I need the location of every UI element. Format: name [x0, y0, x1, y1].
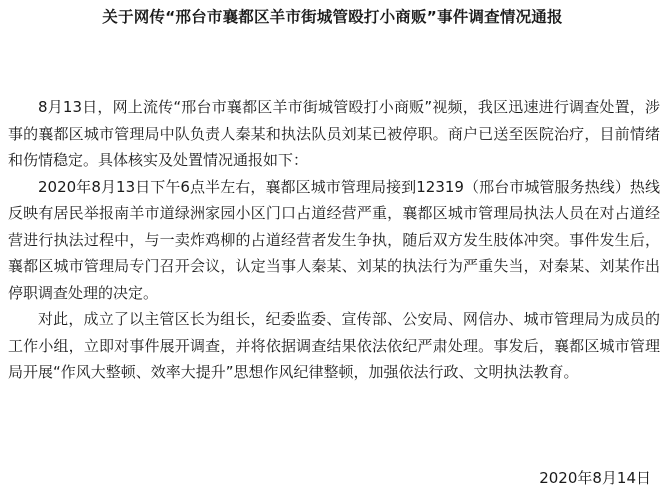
paragraph-incident: 2020年8月13日下午6点半左右，襄都区城市管理局接到12319（邢台市城管服务热线）热线反映有居民举报南羊市道绿洲家园小区门口占道经营严重，襄都区城市管理局执法人员在对占道经营进行执法过程中，与一卖炸鸡柳的占道经营者发生争执，随后双方发生肢体冲突。事件发生后，襄都区城市管理局专门召开会议，认定当事人秦某、刘某的执法行为严重失当，对秦某、刘某作出停职调查处理的决定。: [8, 177, 660, 302]
document-title: 关于网传“邢台市襄都区羊市街城管殴打小商贩”事件调查情况通报: [102, 8, 563, 26]
paragraph-intro: 8月13日，网上流传“邢台市襄都区羊市街城管殴打小商贩”视频，我区迅速进行调查处置，涉事的襄都区城市管理局中队负责人秦某和执法队员刘某已被停职。商户已送至医院治疗，目前情绪和伤情稳定。具体核实及处置情况通报如下：: [8, 98, 660, 169]
document-date: 2020年8月14日: [539, 469, 651, 487]
document-body: [8, 94, 660, 386]
paragraph-response: 对此，成立了以主管区长为组长，纪委监委、宣传部、公安局、网信办、城市管理局为成员的工作小组，立即对事件展开调查，并将依据调查结果依法依纪严肃处理。事发后，襄都区城市管理局开展“作风大整顿、效率大提升”思想作风纪律整顿，加强依法行政、文明执法教育。: [8, 310, 660, 381]
